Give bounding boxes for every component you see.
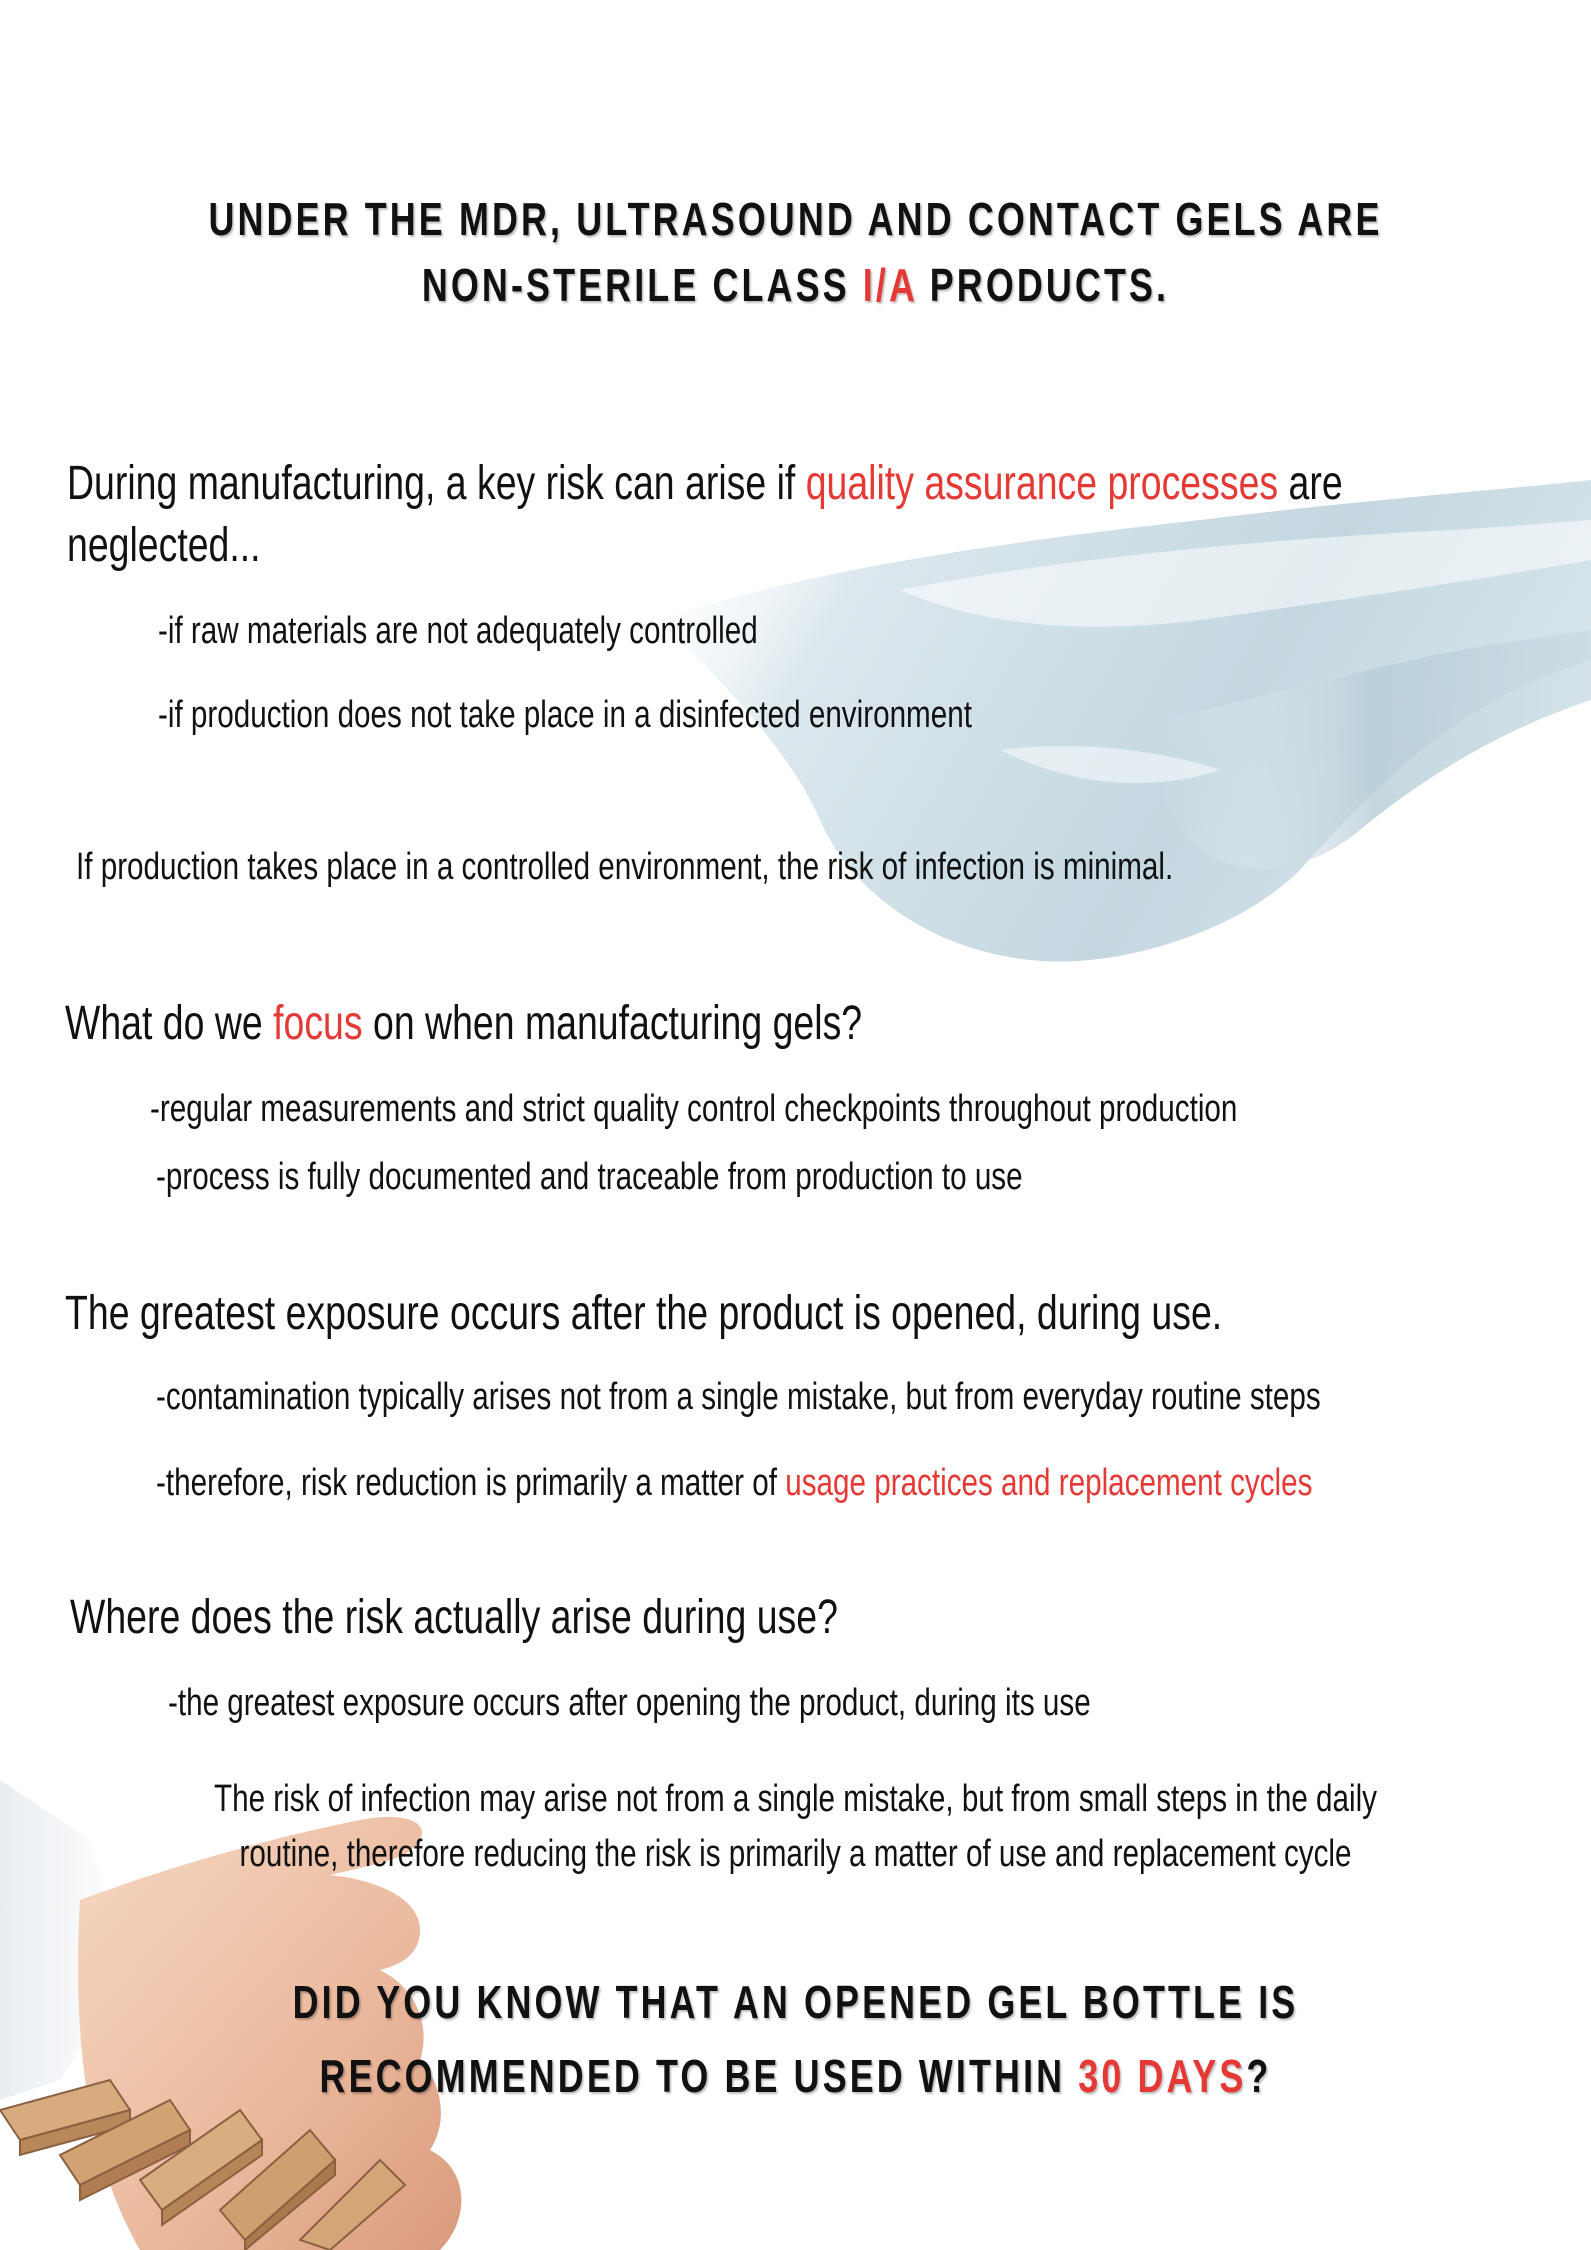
section1-intro-line1 bbox=[67, 456, 1343, 511]
class-ia-highlight: I/A bbox=[862, 259, 917, 311]
focus-highlight: focus bbox=[273, 997, 363, 1050]
bottom-heading-line2-end: ? bbox=[1246, 2050, 1272, 2102]
section1-intro-line2: neglected... bbox=[67, 519, 261, 572]
section1-intro-end: are bbox=[1278, 457, 1343, 510]
section4-question: Where does the risk actually arise during use? bbox=[70, 1591, 838, 1644]
section2-question-text: What do we bbox=[65, 997, 274, 1050]
top-heading bbox=[0, 192, 1591, 312]
thirty-days-highlight: 30 DAYS bbox=[1078, 2050, 1247, 2102]
section4-paragraph-line2: routine, therefore reducing the risk is primarily a matter of use and replacement cycle bbox=[239, 1833, 1352, 1875]
top-heading-line2-end: PRODUCTS. bbox=[916, 259, 1170, 311]
bottom-heading bbox=[0, 1975, 1591, 2103]
section3-item-contamination: -contamination typically arises not from a single mistake, but from everyday routine steps bbox=[156, 1376, 1321, 1418]
bottom-heading-line2 bbox=[175, 2049, 1416, 2103]
bottom-heading-line2-text: RECOMMENDED TO BE USED WITHIN bbox=[319, 2050, 1079, 2102]
section3-heading: The greatest exposure occurs after the product is opened, during use. bbox=[65, 1287, 1223, 1340]
section2-item-documented: -process is fully documented and traceable from production to use bbox=[156, 1156, 1023, 1198]
section2-item-measurements: -regular measurements and strict quality control checkpoints throughout production bbox=[150, 1088, 1238, 1130]
section1-intro-text: During manufacturing, a key risk can arise if bbox=[67, 457, 806, 510]
top-heading-line1: UNDER THE MDR, ULTRASOUND AND CONTACT GELS ARE bbox=[208, 193, 1383, 245]
section2-question-end: on when manufacturing gels? bbox=[362, 997, 863, 1050]
section3-item-risk-reduction bbox=[156, 1462, 1312, 1505]
section1-item-raw-materials: -if raw materials are not adequately controlled bbox=[158, 610, 758, 652]
section1-note: If production takes place in a controlled environment, the risk of infection is minimal. bbox=[76, 846, 1174, 888]
section3-item2-text: -therefore, risk reduction is primarily a matter of bbox=[156, 1462, 786, 1504]
section4-paragraph-line1: The risk of infection may arise not from a single mistake, but from small steps in the daily bbox=[213, 1778, 1378, 1820]
section4-item-exposure: -the greatest exposure occurs after opening the product, during its use bbox=[168, 1682, 1091, 1724]
section1-item-disinfected: -if production does not take place in a disinfected environment bbox=[158, 694, 972, 736]
quality-assurance-highlight: quality assurance processes bbox=[805, 457, 1279, 510]
top-heading-line2-text: NON-STERILE CLASS bbox=[421, 259, 863, 311]
section4-paragraph bbox=[0, 1778, 1591, 1876]
bottom-heading-line1: DID YOU KNOW THAT AN OPENED GEL BOTTLE IS bbox=[292, 1976, 1299, 2028]
top-heading-line2 bbox=[175, 258, 1416, 312]
section2-question bbox=[65, 996, 862, 1051]
usage-practices-highlight: usage practices and replacement cycles bbox=[785, 1462, 1313, 1504]
